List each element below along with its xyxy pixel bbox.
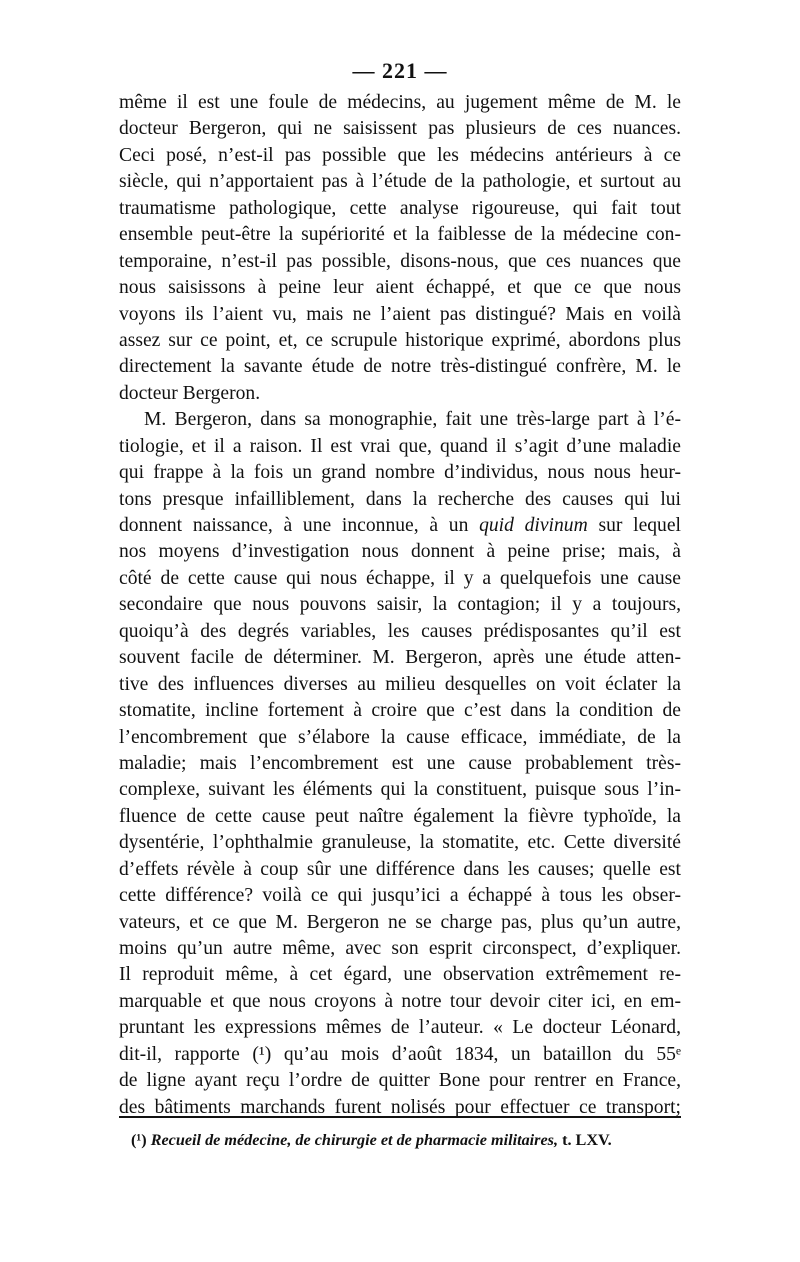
text-line: de ligne ayant reçu l’ordre de quitter Bone pour rentrer en France, xyxy=(119,1070,681,1092)
text-line: tive des influences diverses au milieu desquelles on voit éclater la xyxy=(119,673,681,695)
text-line: Il reproduit même, à cet égard, une observation extrêmement re- xyxy=(119,964,681,986)
text-line: M. Bergeron, dans sa monographie, fait une très-large part à l’é- xyxy=(144,409,681,431)
text-line: qui frappe à la fois un grand nombre d’individus, nous nous heur- xyxy=(119,462,681,484)
text-line: souvent facile de déterminer. M. Bergeron, après une étude atten- xyxy=(119,647,681,669)
footnote-volume: t. LXV. xyxy=(562,1131,612,1149)
text-line: traumatisme pathologique, cette analyse rigoureuse, qui fait tout xyxy=(119,197,681,219)
text-line: même il est une foule de médecins, au jugement même de M. le xyxy=(119,92,681,113)
text-line: quoiqu’à des degrés variables, les causes prédisposantes qu’il est xyxy=(119,620,681,642)
text-line: l’encombrement que s’élabore la cause efficace, immédiate, de la xyxy=(119,726,681,748)
footnote-separator xyxy=(119,1116,681,1118)
page-number: — 221 — xyxy=(352,58,448,83)
text-line: voyons ils l’aient vu, mais ne l’aient pas distingué? Mais en voilà xyxy=(119,303,681,325)
text-line: assez sur ce point, et, ce scrupule historique exprimé, abordons plus xyxy=(119,329,681,351)
text-line: nous saisissons à peine leur aient échappé, et que ce que nous xyxy=(119,277,681,299)
text-line: cette différence? voilà ce qui jusqu’ici a échappé à tous les obser- xyxy=(119,885,681,907)
italic-phrase: quid divinum xyxy=(479,515,588,536)
text-line: marquable et que nous croyons à notre tour devoir citer ici, en em- xyxy=(119,990,681,1012)
text-line: tons presque infailliblement, dans la recherche des causes qui lui xyxy=(119,488,681,510)
text-line: ensemble peut-être la supériorité et la faiblesse de la médecine con- xyxy=(119,224,681,246)
text-line: stomatite, incline fortement à croire que c’est dans la condition de xyxy=(119,700,681,722)
footnote-marker: (¹) xyxy=(131,1131,147,1149)
text-line: Ceci posé, n’est-il pas possible que les médecins antérieurs à ce xyxy=(119,144,681,166)
text-line: complexe, suivant les éléments qui la constituent, puisque sous l’in- xyxy=(119,779,681,801)
footnote xyxy=(131,1127,691,1153)
text-line: moins qu’un autre même, avec son esprit circonspect, d’expliquer. xyxy=(119,938,681,959)
text-line: côté de cette cause qui nous échappe, il y a quelquefois une cause xyxy=(119,567,681,589)
text-line: docteur Bergeron. xyxy=(119,382,261,404)
text-line: temporaine, n’est-il pas possible, disons-nous, que ces nuances que xyxy=(119,250,681,272)
text-line: dysentérie, l’ophthalmie granuleuse, la stomatite, etc. Cette diversité xyxy=(119,832,681,854)
text-line: fluence de cette cause peut naître également la fièvre typhoïde, la xyxy=(119,805,681,827)
text-line: donnent naissance, à une inconnue, à un quid divinum sur lequel xyxy=(119,515,681,536)
text-line: siècle, qui n’apportaient pas à l’étude de la pathologie, et surtout au xyxy=(119,171,681,193)
text-line: docteur Bergeron, qui ne saisissent pas plusieurs de ces nuances. xyxy=(119,118,681,140)
text-line: dit-il, rapporte (¹) qu’au mois d’août 1834, un bataillon du 55ᵉ xyxy=(119,1043,681,1065)
text-line: vateurs, et ce que M. Bergeron ne se charge pas, plus qu’un autre, xyxy=(119,911,681,933)
text-line: tiologie, et il a raison. Il est vrai que, quand il s’agit d’une maladie xyxy=(119,435,681,457)
text-line: pruntant les expressions mêmes de l’auteur. « Le docteur Léonard, xyxy=(119,1017,681,1039)
text-line: nos moyens d’investigation nous donnent à peine prise; mais, à xyxy=(119,541,681,563)
text-line: d’effets révèle à coup sûr une différence dans les causes; quelle est xyxy=(119,858,681,880)
text-line: secondaire que nous pouvons saisir, la contagion; il y a toujours, xyxy=(119,594,681,616)
text-line: des bâtiments marchands furent nolisés pour effectuer ce transport; xyxy=(119,1096,681,1118)
text-line: directement la savante étude de notre très-distingué confrère, M. le xyxy=(119,356,681,378)
text-line: maladie; mais l’encombrement est une cause probablement très- xyxy=(119,752,681,774)
body-text xyxy=(119,90,681,1121)
footnote-source-title: Recueil de médecine, de chirurgie et de pharmacie militaires, xyxy=(150,1131,559,1149)
